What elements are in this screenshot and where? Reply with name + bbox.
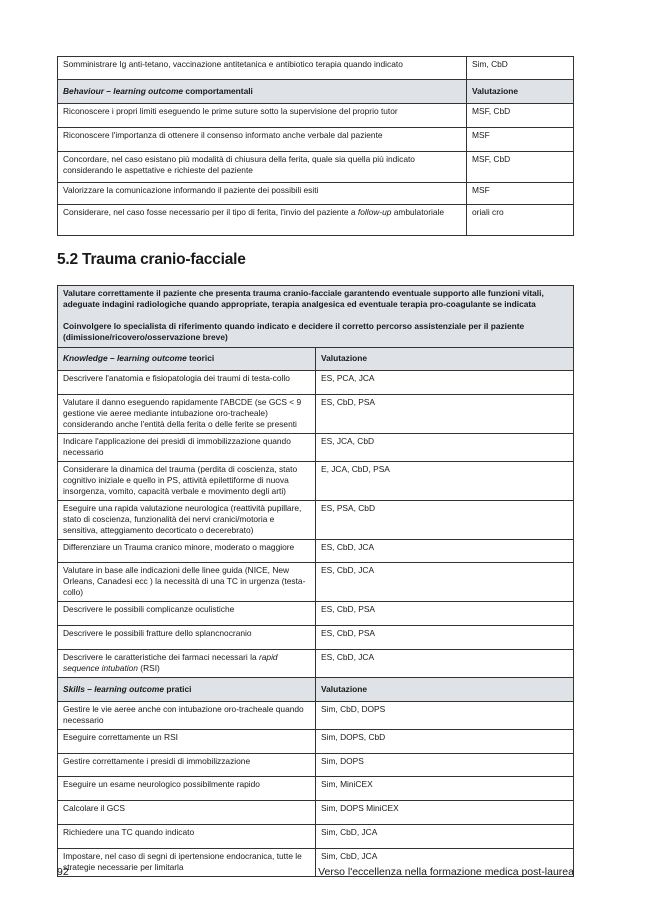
row-text: Valutare in base alle indicazioni delle linee guida (NICE, New Orleans, Canadesi ecc ) la necessità di una TC in urgenza (testa-collo) [58, 563, 316, 602]
objectives-cell [58, 286, 574, 348]
behaviour-header [58, 80, 467, 104]
table-row [58, 57, 574, 80]
page-number: 92 [57, 866, 69, 878]
row-text: Gestire correttamente i presidi di immobilizzazione [58, 754, 316, 777]
row-value: ES, PSA, CbD [316, 501, 574, 540]
row-text [58, 205, 467, 236]
table-row [58, 825, 574, 849]
row-value: Sim, DOPS, CbD [316, 730, 574, 754]
header-italic: Behaviour – learning outcome [63, 85, 184, 96]
row-value: ES, CbD, PSA [316, 626, 574, 650]
table-row [58, 104, 574, 128]
row-text: Riconoscere i propri limiti eseguendo le prime suture sotto la supervisione del proprio tutor [58, 104, 467, 128]
row-text: Concordare, nel caso esistano più modalità di chiusura della ferita, quale sia quella più indicato considerando le aspettative e richieste del paziente [58, 152, 467, 183]
table-row [58, 602, 574, 626]
trauma-table [57, 285, 574, 877]
row-value: ES, CbD, JCA [316, 540, 574, 563]
row-value: ES, CbD, PSA [316, 602, 574, 626]
row-value: Sim, CbD, JCA [316, 849, 574, 877]
objective-2: Coinvolgere lo specialista di riferimento quando indicato e decidere il corretto percorso assistenziale per il paziente (dimissione/ricovero/osservazione breve) [63, 321, 525, 342]
row-value: E, JCA, CbD, PSA [316, 462, 574, 501]
row-value: Sim, CbD, JCA [316, 825, 574, 849]
row-text: Valorizzare la comunicazione informando il paziente dei possibili esiti [58, 183, 467, 205]
book-title: Verso l'eccellenza nella formazione medica post-laurea [318, 866, 574, 878]
header-italic: Knowledge – learning outcome [63, 353, 187, 363]
row-text: Riconoscere l'importanza di ottenere il consenso informato anche verbale dal paziente [58, 128, 467, 152]
row-text: Differenziare un Trauma cranico minore, moderato o maggiore [58, 540, 316, 563]
text-italic-part: follow-up [357, 207, 392, 217]
row-value: MSF, CbD [467, 104, 574, 128]
row-value: Sim, DOPS MiniCEX [316, 801, 574, 825]
text-part: ambulatoriale [391, 207, 445, 217]
row-text: Considerare la dinamica del trauma (perdita di coscienza, stato cognitivo iniziale e quello in PS, attività epilettiforme di nuova insorgenza, vomito, capacità verbale e movimento degli arti) [58, 462, 316, 501]
row-value: Sim, MiniCEX [316, 777, 574, 801]
valutazione-header: Valutazione [316, 678, 574, 702]
table-row [58, 128, 574, 152]
table-row [58, 650, 574, 678]
row-text: Eseguire una rapida valutazione neurologica (reattività pupillare, stato di coscienza, funzionalità dei nervi cranici/motoria e sensitiva, atteggiamento decorticato o decerebrato) [58, 501, 316, 540]
text-part: Considerare, nel caso fosse necessario per il tipo di ferita, l'invio del paziente a [63, 207, 358, 217]
row-value: ES, JCA, CbD [316, 434, 574, 462]
row-value: Sim, CbD, DOPS [316, 702, 574, 730]
table-row [58, 152, 574, 183]
behaviour-table [57, 56, 574, 236]
row-value: ES, CbD, JCA [316, 650, 574, 678]
row-text: Gestire le vie aeree anche con intubazione oro-tracheale quando necessario [58, 702, 316, 730]
row-text: Eseguire correttamente un RSI [58, 730, 316, 754]
section-title: 5.2 Trauma cranio-facciale [57, 251, 246, 268]
valutazione-header: Valutazione [316, 348, 574, 371]
row-value: ES, PCA, JCA [316, 371, 574, 395]
table-row [58, 801, 574, 825]
row-text [58, 650, 316, 678]
table-row [58, 371, 574, 395]
row-value: MSF [467, 183, 574, 205]
row-text: Impostare, nel caso di segni di ipertensione endocranica, tutte le strategie necessarie per limitarla [58, 849, 316, 877]
row-value: MSF, CbD [467, 152, 574, 183]
table-row [58, 626, 574, 650]
header-rest: teorici [186, 353, 215, 363]
skills-header [58, 678, 316, 702]
table-row [58, 702, 574, 730]
table-row [58, 540, 574, 563]
row-value: Sim, CbD [467, 57, 574, 80]
text-part: Descrivere le caratteristiche dei farmaci necessari la [63, 652, 259, 662]
row-value: oriali cro [467, 205, 574, 236]
header-italic: Skills – learning outcome [63, 683, 164, 694]
table-row [58, 395, 574, 434]
table-row [58, 501, 574, 540]
table-row [58, 754, 574, 777]
row-text: Descrivere le possibili complicanze oculistiche [58, 602, 316, 626]
table-row [58, 183, 574, 205]
row-text: Descrivere l'anatomia e fisiopatologia dei traumi di testa-collo [58, 371, 316, 395]
row-text: Descrivere le possibili fratture dello splancnocranio [58, 626, 316, 650]
row-text: Calcolare il GCS [58, 801, 316, 825]
table-row [58, 434, 574, 462]
behaviour-header-row [58, 80, 574, 104]
row-value: Sim, DOPS [316, 754, 574, 777]
row-value: MSF [467, 128, 574, 152]
objectives-row [58, 286, 574, 348]
table-row [58, 777, 574, 801]
row-text: Eseguire un esame neurologico possibilmente rapido [58, 777, 316, 801]
objective-1: Valutare correttamente il paziente che presenta trauma cranio-facciale garantendo eventuale supporto alle funzioni vitali, adeguate indagini radiologiche quando appropriate, terapia analgesica ed eventuale terapia pro-coagulante se indicata [63, 288, 544, 309]
knowledge-header [58, 348, 316, 371]
knowledge-header-row [58, 348, 574, 371]
row-value: ES, CbD, PSA [316, 395, 574, 434]
header-rest: comportamentali [183, 85, 253, 96]
valutazione-header: Valutazione [467, 80, 574, 104]
table-row [58, 462, 574, 501]
table-row [58, 730, 574, 754]
table-row [58, 563, 574, 602]
row-text: Valutare il danno eseguendo rapidamente l'ABCDE (se GCS < 9 gestione vie aeree mediante intubazione oro-tracheale) considerando anche l'entità della ferita o delle ferite se presenti [58, 395, 316, 434]
skills-header-row [58, 678, 574, 702]
row-text: Indicare l'applicazione dei presidi di immobilizzazione quando necessario [58, 434, 316, 462]
row-text: Richiedere una TC quando indicato [58, 825, 316, 849]
table-row [58, 205, 574, 236]
row-text: Somministrare Ig anti-tetano, vaccinazione antitetanica e antibiotico terapia quando indicato [58, 57, 467, 80]
text-italic-part: rapid sequence intubation [63, 652, 278, 673]
header-rest: pratici [164, 683, 192, 694]
row-value: ES, CbD, JCA [316, 563, 574, 602]
text-part: (RSI) [137, 663, 160, 673]
